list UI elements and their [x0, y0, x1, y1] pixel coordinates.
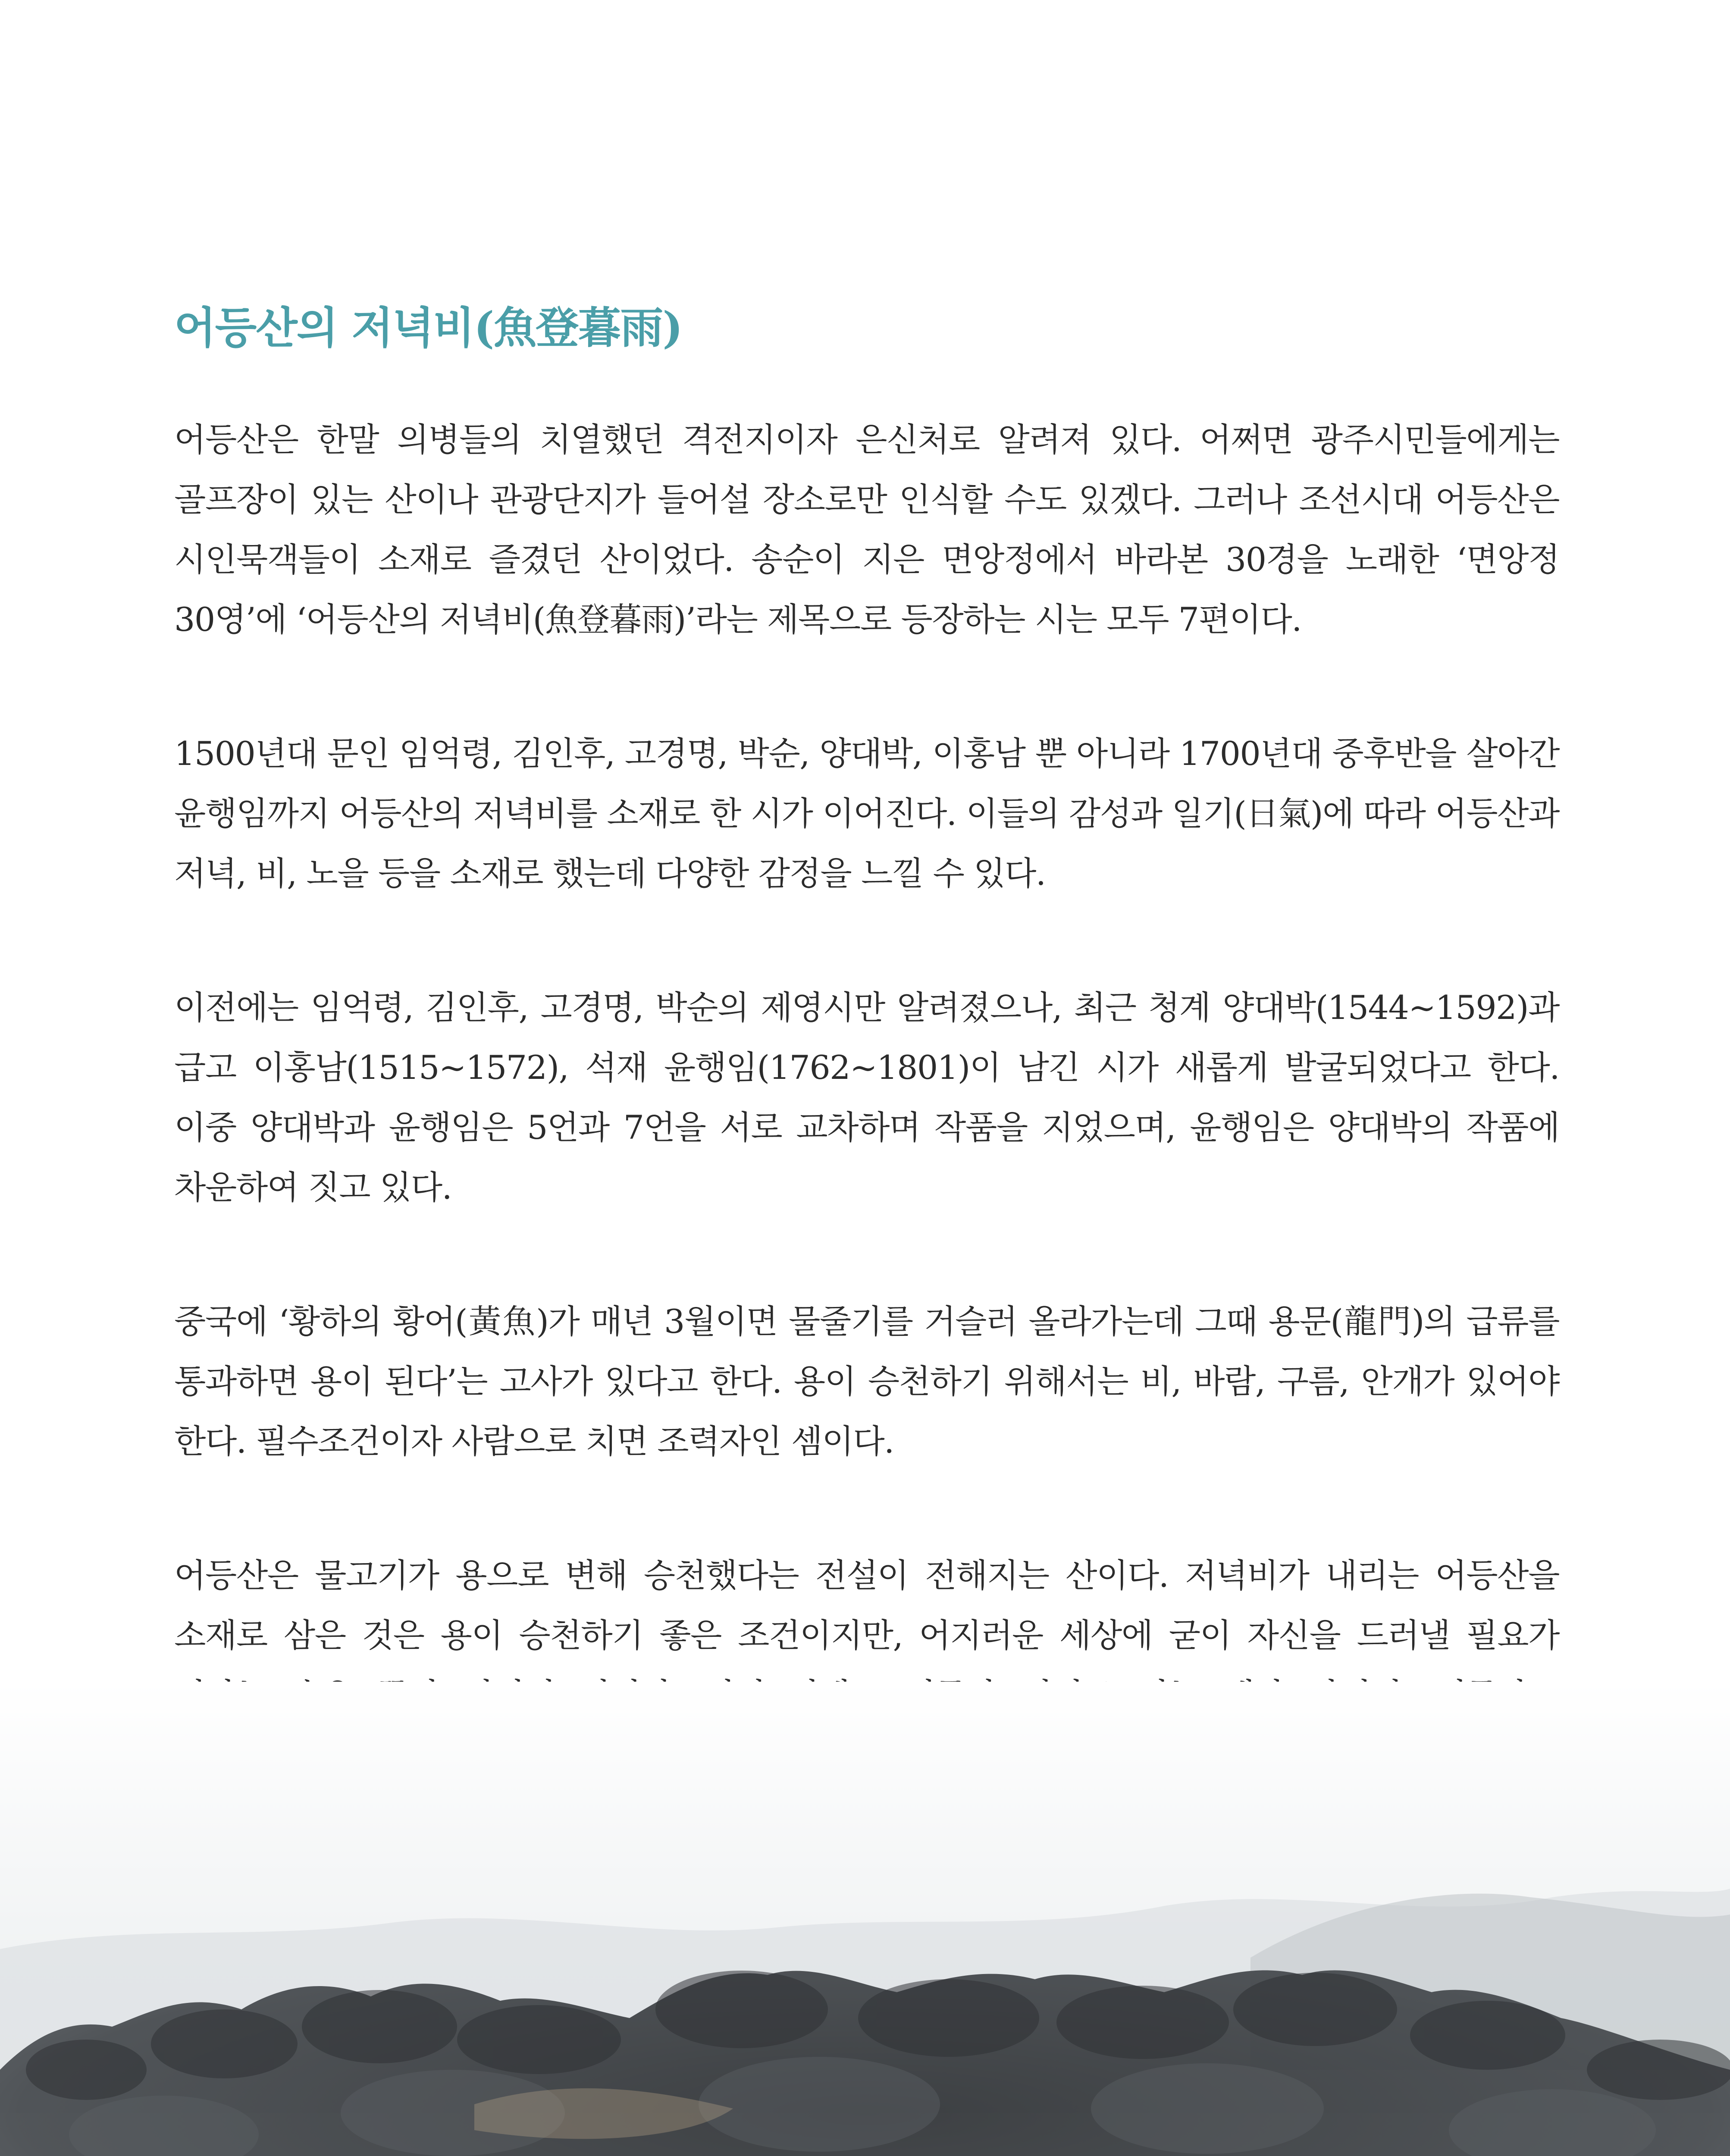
paragraph: 1500년대 문인 임억령, 김인후, 고경명, 박순, 양대박, 이홍남 뿐 아니라 1700년대 중후반을 살아간 윤행임까지 어등산의 저녁비를 소재로 한 시가 이어진다. 이들의 감성과 일기(日氣)에 따라 어등산과 저녁, 비, 노을 등을 소재로 했는데 다양한 감정을 느낄 수 있다.: [174, 734, 1559, 893]
body-text: [174, 410, 1559, 1859]
section-title: 어등산의 저녁비(魚登暮雨): [174, 302, 682, 353]
paragraph: 어등산은 물고기가 용으로 변해 승천했다는 전설이 전해지는 산이다. 저녁비가 내리는 어등산을 소재로 삼은 것은 용이 승천하기 좋은 조건이지만, 어지러운 세상에 굳이 자신을 드러낼 필요가: [174, 1556, 1559, 1655]
paragraph: 어등산은 한말 의병들의 치열했던 격전지이자 은신처로 알려져 있다. 어쩌면 광주시민들에게는 골프장이 있는 산이나 관광단지가 들어설 장소로만 인식할 수도 있겠다. 그러나 조선시대 어등산은 시인묵객들이 소재로 즐겼던 산이었다. 송순이 지은 면앙정에서 바라본 30경을 노래한 ‘면앙정 30영’에 ‘어등산의 저녁비(魚登暮雨)’라는 제목으로 등장하는 시는 모두 7편이다.: [174, 420, 1559, 639]
paragraph: 중국에 ‘황하의 황어(黃魚)가 매년 3월이면 물줄기를 거슬러 올라가는데 그때 용문(龍門)의 급류를 통과하면 용이 된다’는 고사가 있다고 한다. 용이 승천하기 위해서는 비, 바람, 구름, 안개가 있어야 한다. 필수조건이자 사람으로 치면 조력자인 셈이다.: [174, 1302, 1559, 1460]
ink-landscape-painting: [0, 1682, 1730, 2156]
paragraph: 이전에는 임억령, 김인후, 고경명, 박순의 제영시만 알려졌으나, 최근 청계 양대박(1544~1592)과 급고 이홍남(1515~1572), 석재 윤행임(1762~1801)이 남긴 시가 새롭게 발굴되었다고 한다. 이중 양대박과 윤행임은 5언과 7언을 서로 교차하며 작품을 지었으며, 윤행임은 양대박의 작품에 차운하여 짓고 있다.: [174, 988, 1559, 1206]
